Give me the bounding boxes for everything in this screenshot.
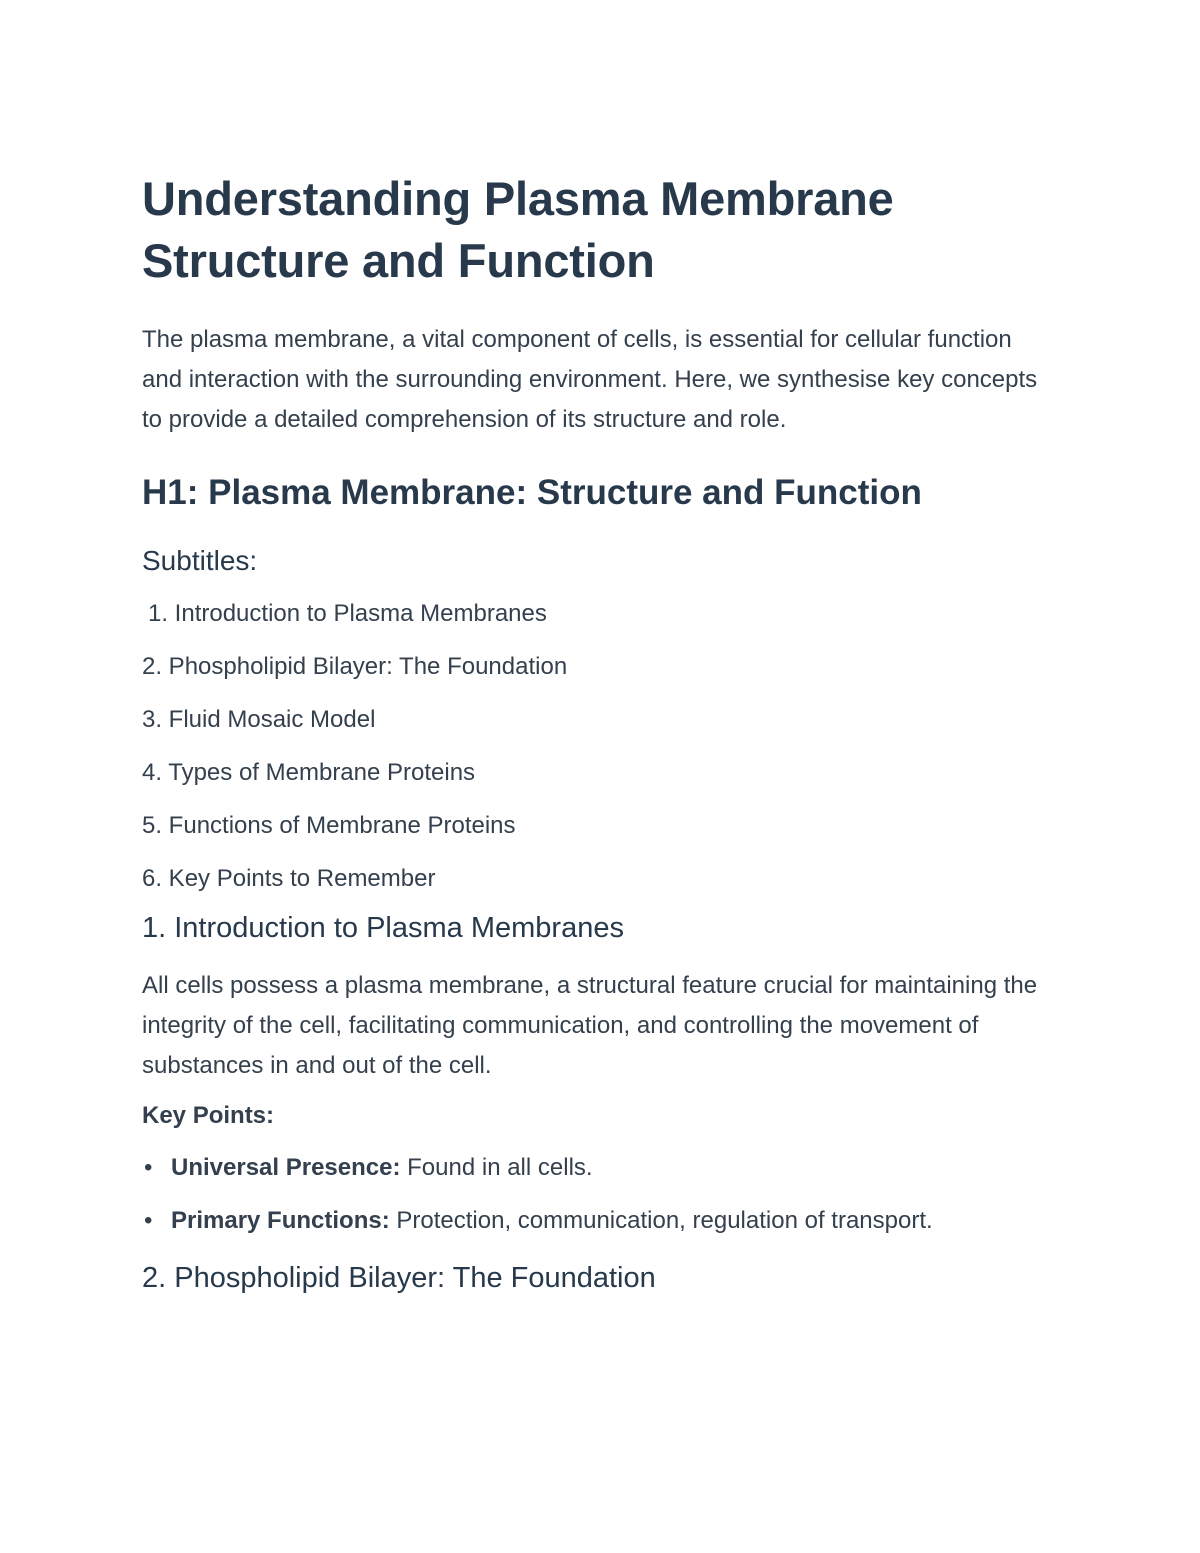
subtitles-list <box>142 598 1050 895</box>
key-point-item <box>142 1152 1050 1184</box>
key-point-term: Primary Functions: <box>171 1207 390 1234</box>
intro-paragraph: The plasma membrane, a vital component of cells, is essential for cellular function and interaction with the surrounding environment. Here, we synthesise key concepts to provide a detailed comprehension of its structure and role. <box>142 326 1038 433</box>
key-points-label: Key Points: <box>142 1102 275 1129</box>
key-point-text: Protection, communication, regulation of transport. <box>389 1207 933 1234</box>
subtitle-item: 6. Key Points to Remember <box>142 865 436 892</box>
section-1-heading: 1. Introduction to Plasma Membranes <box>142 912 624 944</box>
key-point-item <box>142 1205 1050 1237</box>
subtitle-item: 5. Functions of Membrane Proteins <box>142 812 516 839</box>
bullet-icon: • <box>144 1154 153 1181</box>
subtitle-item: 4. Types of Membrane Proteins <box>142 759 476 786</box>
h1-heading: H1: Plasma Membrane: Structure and Function <box>142 473 922 512</box>
document-title: Understanding Plasma Membrane Structure and Function <box>142 172 894 287</box>
key-points-list <box>142 1152 1050 1237</box>
subtitle-item: 1. Introduction to Plasma Membranes <box>148 600 547 627</box>
subtitle-item: 2. Phospholipid Bilayer: The Foundation <box>142 653 568 680</box>
section-1-paragraph: All cells possess a plasma membrane, a structural feature crucial for maintaining the integrity of the cell, facilitating communication, and controlling the movement of substances in and out of the cell. <box>142 972 1038 1079</box>
key-point-text: Found in all cells. <box>400 1154 593 1181</box>
subtitle-item: 3. Fluid Mosaic Model <box>142 706 376 733</box>
subtitles-heading: Subtitles: <box>142 545 258 576</box>
key-point-term: Universal Presence: <box>171 1154 401 1181</box>
bullet-icon: • <box>144 1207 153 1234</box>
section-2-heading: 2. Phospholipid Bilayer: The Foundation <box>142 1262 656 1294</box>
